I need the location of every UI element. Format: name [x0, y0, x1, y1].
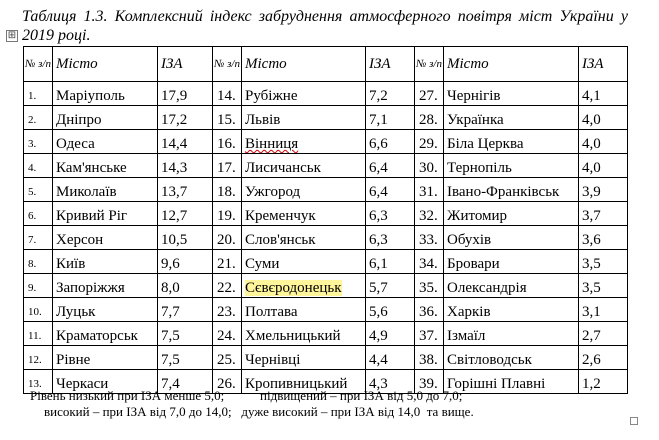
num-cell: 32.: [415, 202, 444, 226]
table-row: [24, 106, 628, 130]
iza-cell: 6,1: [366, 250, 415, 274]
num-cell: 22.: [213, 274, 242, 298]
city-cell: [53, 154, 158, 178]
city-cell: [53, 346, 158, 370]
num-cell: 36.: [415, 298, 444, 322]
num-cell: 30.: [415, 154, 444, 178]
city-cell: [53, 130, 158, 154]
header-num: № з/п: [213, 47, 242, 82]
header-iza: ІЗА: [579, 47, 628, 82]
iza-cell: 14,3: [158, 154, 213, 178]
header-city: Місто: [444, 47, 579, 82]
city-cell: [444, 274, 579, 298]
city-name: Бровари: [447, 256, 500, 272]
iza-cell: 3,5: [579, 250, 628, 274]
city-cell: [242, 82, 366, 106]
city-name: Одеса: [56, 136, 95, 152]
city-cell: [242, 178, 366, 202]
city-name: Хмельницький: [245, 328, 341, 344]
num-cell: 12.: [24, 346, 53, 370]
num-cell: 38.: [415, 346, 444, 370]
num-cell: 11.: [24, 322, 53, 346]
iza-cell: 3,6: [579, 226, 628, 250]
city-cell: [444, 370, 579, 394]
num-cell: 7.: [24, 226, 53, 250]
header-num: № з/п: [415, 47, 444, 82]
iza-cell: 7,1: [366, 106, 415, 130]
iza-cell: 4,0: [579, 130, 628, 154]
num-cell: 29.: [415, 130, 444, 154]
header-num: № з/п: [24, 47, 53, 82]
city-cell: [444, 322, 579, 346]
pollution-index-table: [23, 46, 628, 394]
city-name: Полтава: [245, 304, 298, 320]
table-row: [24, 154, 628, 178]
iza-cell: 4,0: [579, 154, 628, 178]
paragraph-end-mark: [630, 417, 638, 425]
city-name: Рівне: [56, 352, 91, 368]
iza-cell: 4,4: [366, 346, 415, 370]
city-name: Суми: [245, 256, 280, 272]
iza-cell: 6,3: [366, 226, 415, 250]
city-name: Івано-Франківськ: [447, 184, 560, 200]
city-cell: [444, 202, 579, 226]
table-caption: Таблиця 1.3. Комплексний індекс забруднення атмосферного повітря міст України у 2019 році.: [22, 8, 628, 44]
city-name: Луцьк: [56, 304, 96, 320]
city-cell: [444, 106, 579, 130]
num-cell: 39.: [415, 370, 444, 394]
table-row: [24, 346, 628, 370]
city-name: Горішні Плавні: [447, 376, 546, 392]
iza-cell: 4,0: [579, 106, 628, 130]
table-move-handle-icon[interactable]: ⊞: [7, 30, 17, 41]
num-cell: 37.: [415, 322, 444, 346]
num-cell: 28.: [415, 106, 444, 130]
city-name: Чернівці: [245, 352, 301, 368]
city-name: Краматорськ: [56, 328, 138, 344]
table-row: [24, 178, 628, 202]
iza-cell: 1,2: [579, 370, 628, 394]
city-cell: [53, 274, 158, 298]
city-name: Слов'янськ: [245, 232, 316, 248]
num-cell: 33.: [415, 226, 444, 250]
iza-cell: 7,7: [158, 298, 213, 322]
city-name: Сєвєродонецьк: [245, 280, 342, 296]
city-name: Біла Церква: [447, 136, 524, 152]
city-name: Черкаси: [56, 376, 109, 392]
num-cell: 25.: [213, 346, 242, 370]
num-cell: 9.: [24, 274, 53, 298]
iza-cell: 2,6: [579, 346, 628, 370]
num-cell: 26.: [213, 370, 242, 394]
iza-cell: 4,9: [366, 322, 415, 346]
num-cell: 15.: [213, 106, 242, 130]
city-name: Світловодськ: [447, 352, 532, 368]
city-name: Рубіжне: [245, 88, 298, 104]
city-name: Харків: [447, 304, 491, 320]
num-cell: 1.: [24, 82, 53, 106]
iza-cell: 2,7: [579, 322, 628, 346]
city-cell: [53, 82, 158, 106]
city-cell: [242, 274, 366, 298]
city-name: Ужгород: [245, 184, 301, 200]
header-city: Місто: [242, 47, 366, 82]
city-name: Миколаїв: [56, 184, 117, 200]
num-cell: 24.: [213, 322, 242, 346]
iza-cell: 9,6: [158, 250, 213, 274]
num-cell: 13.: [24, 370, 53, 394]
iza-cell: 10,5: [158, 226, 213, 250]
iza-cell: 6,4: [366, 178, 415, 202]
num-cell: 20.: [213, 226, 242, 250]
city-cell: [444, 130, 579, 154]
city-cell: [242, 130, 366, 154]
legend-line-2: високий – при ІЗА від 7,0 до 14,0; дуже високий – при ІЗА від 14,0 та вище.: [44, 404, 474, 419]
city-name: Кременчук: [245, 208, 316, 224]
city-cell: [53, 298, 158, 322]
iza-cell: 12,7: [158, 202, 213, 226]
header-iza: ІЗА: [366, 47, 415, 82]
city-name: Київ: [56, 256, 86, 272]
city-cell: [53, 322, 158, 346]
city-name: Житомир: [447, 208, 508, 224]
iza-cell: 7,2: [366, 82, 415, 106]
table-row: [24, 250, 628, 274]
num-cell: 8.: [24, 250, 53, 274]
iza-cell: 17,2: [158, 106, 213, 130]
city-cell: [444, 298, 579, 322]
city-cell: [444, 226, 579, 250]
city-name: Кропивницький: [245, 376, 348, 392]
iza-cell: 3,7: [579, 202, 628, 226]
num-cell: 4.: [24, 154, 53, 178]
iza-cell: 7,5: [158, 322, 213, 346]
city-name: Кривий Ріг: [56, 208, 128, 224]
num-cell: 23.: [213, 298, 242, 322]
num-cell: 5.: [24, 178, 53, 202]
city-cell: [242, 298, 366, 322]
city-name: Обухів: [447, 232, 492, 248]
city-cell: [53, 250, 158, 274]
city-name: Маріуполь: [56, 88, 125, 104]
city-cell: [444, 154, 579, 178]
city-name: Херсон: [56, 232, 104, 248]
table-row: [24, 130, 628, 154]
city-cell: [444, 346, 579, 370]
iza-cell: 3,1: [579, 298, 628, 322]
city-cell: [242, 106, 366, 130]
city-cell: [444, 178, 579, 202]
iza-cell: 5,6: [366, 298, 415, 322]
city-cell: [53, 202, 158, 226]
city-cell: [242, 346, 366, 370]
city-name: Запоріжжя: [56, 280, 125, 296]
table-row: [24, 322, 628, 346]
num-cell: 16.: [213, 130, 242, 154]
iza-cell: 8,0: [158, 274, 213, 298]
city-name: Львів: [245, 112, 281, 128]
table-header-row: [24, 47, 628, 82]
city-name: Українка: [447, 112, 504, 128]
num-cell: 35.: [415, 274, 444, 298]
legend-line-1: Рівень низький при ІЗА менше 5,0; підвищений – при ІЗА від 5,0 до 7,0;: [30, 388, 463, 403]
num-cell: 18.: [213, 178, 242, 202]
city-cell: [53, 226, 158, 250]
iza-cell: 7,4: [158, 370, 213, 394]
num-cell: 21.: [213, 250, 242, 274]
city-cell: [242, 154, 366, 178]
table-row: [24, 202, 628, 226]
table-row: [24, 298, 628, 322]
table-row: [24, 274, 628, 298]
iza-cell: 3,9: [579, 178, 628, 202]
city-cell: [242, 226, 366, 250]
iza-cell: 4,3: [366, 370, 415, 394]
city-name: Тернопіль: [447, 160, 512, 176]
num-cell: 19.: [213, 202, 242, 226]
iza-cell: 14,4: [158, 130, 213, 154]
table-row: [24, 226, 628, 250]
iza-cell: 6,3: [366, 202, 415, 226]
city-cell: [444, 82, 579, 106]
num-cell: 27.: [415, 82, 444, 106]
num-cell: 31.: [415, 178, 444, 202]
header-city: Місто: [53, 47, 158, 82]
iza-cell: 3,5: [579, 274, 628, 298]
num-cell: 3.: [24, 130, 53, 154]
city-cell: [242, 202, 366, 226]
city-cell: [242, 322, 366, 346]
iza-cell: 4,1: [579, 82, 628, 106]
city-cell: [444, 250, 579, 274]
iza-cell: 17,9: [158, 82, 213, 106]
city-name: Вінниця: [245, 136, 299, 152]
city-name: Лисичанськ: [245, 160, 321, 176]
city-name: Дніпро: [56, 112, 102, 128]
header-iza: ІЗА: [158, 47, 213, 82]
num-cell: 2.: [24, 106, 53, 130]
city-cell: [53, 178, 158, 202]
city-name: Кам'янське: [56, 160, 127, 176]
city-name: Олександрія: [447, 280, 527, 296]
num-cell: 14.: [213, 82, 242, 106]
iza-cell: 6,6: [366, 130, 415, 154]
table-row: [24, 82, 628, 106]
city-cell: [53, 106, 158, 130]
iza-cell: 5,7: [366, 274, 415, 298]
iza-cell: 13,7: [158, 178, 213, 202]
num-cell: 34.: [415, 250, 444, 274]
city-name: Чернігів: [447, 88, 501, 104]
city-name: Ізмаїл: [447, 328, 486, 344]
num-cell: 6.: [24, 202, 53, 226]
num-cell: 17.: [213, 154, 242, 178]
iza-cell: 7,5: [158, 346, 213, 370]
iza-cell: 6,4: [366, 154, 415, 178]
city-cell: [242, 250, 366, 274]
num-cell: 10.: [24, 298, 53, 322]
